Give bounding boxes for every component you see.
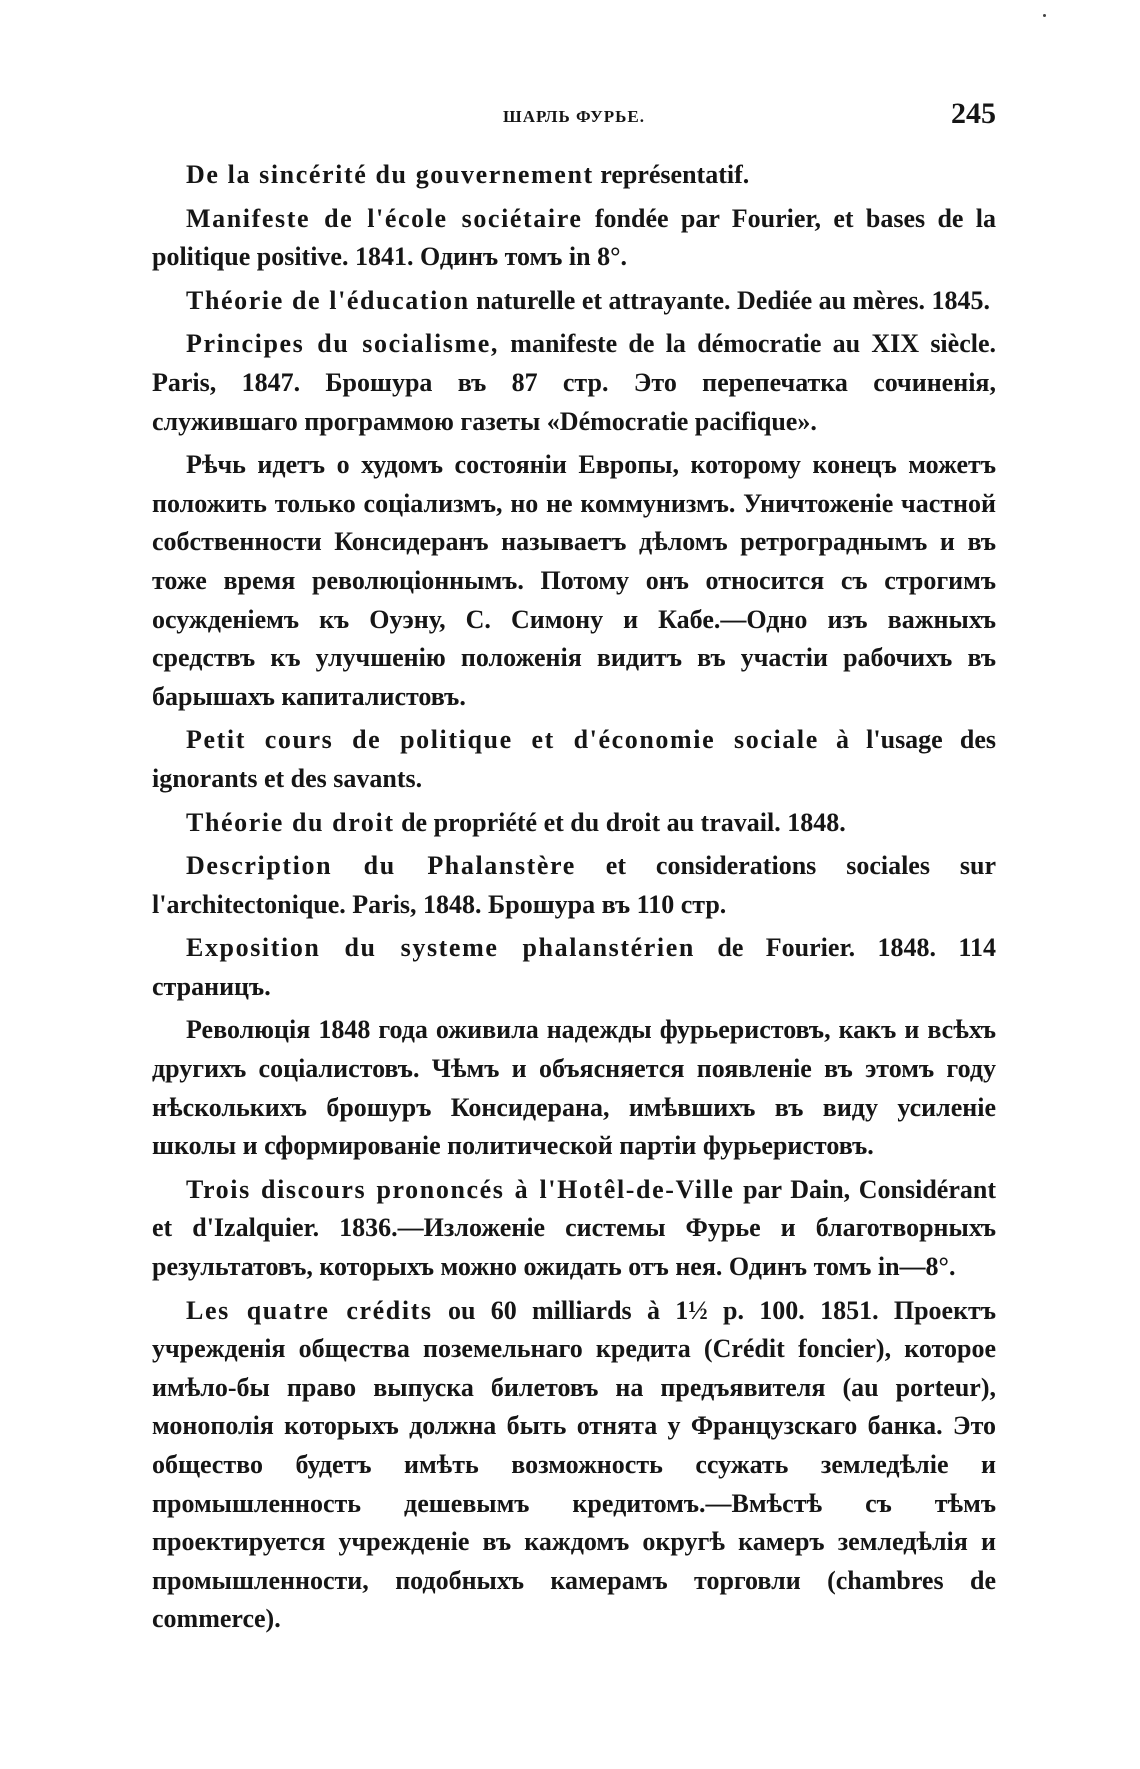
bibliography-entry: [152, 1171, 996, 1287]
entry-title: Théorie du droit: [186, 807, 395, 837]
commentary-paragraph: [152, 1011, 996, 1165]
entry-text: à l'usage des ignorants et des savants.: [152, 725, 996, 793]
entry-text: Рѣчь идетъ о худомъ состояніи Европы, которому конецъ можетъ положить только соціализмъ, но не коммунизмъ. Уничтоженіе частной собственности Консидеранъ называетъ дѣломъ ретрограднымъ и въ тоже время революціоннымъ. Потому онъ относится съ строгимъ осужденіемъ къ Оуэну, С. Симону и Кабе.—Одно изъ важныхъ средствъ къ улучшенію положенія видитъ въ участіи рабочихъ въ барышахъ капиталистовъ.: [152, 450, 996, 711]
bibliography-entry: [152, 847, 996, 924]
entry-title: Petit cours de politique et d'économie sociale: [186, 725, 819, 755]
bibliography-entry: [152, 721, 996, 798]
running-title: ШАРЛЬ ФУРЬЕ.: [503, 107, 645, 126]
entry-text: naturelle et attrayante. Dediée au mères. 1845.: [469, 285, 990, 315]
entry-title: De la sincérité du gouvernement: [186, 160, 594, 189]
entry-title: Description du Phalanstère: [186, 851, 576, 881]
bibliography-entry: [152, 804, 996, 843]
body-text: [152, 156, 996, 1644]
entry-title: Trois discours prononcés à l'Hotêl-de-Ville: [186, 1174, 735, 1204]
bibliography-entry: [152, 156, 996, 195]
bibliography-entry: [152, 282, 996, 321]
entry-text: de Fourier. 1848. 114 страницъ.: [152, 933, 996, 1001]
entry-title: Les quatre crédits: [186, 1295, 433, 1325]
entry-text: manifeste de la démocratie au XIX siècle. Paris, 1847. Брошура въ 87 стр. Это перепечатка сочиненія, служившаго программою газеты «Démocratie pacifique».: [152, 329, 997, 436]
entry-text: Революція 1848 года оживила надежды фурьеристовъ, какъ и всѣхъ другихъ соціалистовъ. Чѣмъ и объясняется появленіе въ этомъ году нѣсколькихъ брошуръ Консидерана, имѣвшихъ въ виду усиленіе школы и сформированіе политической партіи фурьеристовъ.: [152, 1015, 996, 1161]
running-header: [152, 95, 996, 141]
entry-text: et considerations sociales sur l'architectonique. Paris, 1848. Брошура въ 110 стр.: [152, 851, 997, 919]
bibliography-entry: [152, 325, 996, 441]
scan-speck: [1043, 14, 1046, 17]
entry-title: Théorie de l'éducation: [186, 285, 470, 315]
entry-text: ou 60 milliards à 1½ p. 100. 1851. Проектъ учрежденія общества поземельнаго кредита (Crédit foncier), которое имѣло-бы право выпуска билетовъ на предъявителя (au porteur), монополія которыхъ должна быть отнята у Французскаго банка. Это общество будетъ имѣть возможность ссужать земледѣліе и промышленность дешевымъ кредитомъ.—Вмѣстѣ съ тѣмъ проектируется учрежденіе въ каждомъ округѣ камеръ земледѣлія и промышленности, подобныхъ камерамъ торговли (chambres de commerce).: [152, 1295, 996, 1634]
entry-text: fondée par Fourier, et bases de la politique positive. 1841. Одинъ томъ in 8°.: [152, 203, 997, 272]
entry-title: Manifeste de l'école sociétaire: [186, 203, 583, 233]
bibliography-entry: [152, 200, 996, 277]
bibliography-entry: [152, 929, 996, 1006]
page-number: 245: [951, 97, 996, 130]
entry-title: Exposition du systeme phalanstérien: [186, 933, 695, 963]
bibliography-entry: [152, 1292, 996, 1639]
entry-text: de propriété et du droit au travail. 1848.: [394, 807, 846, 837]
entry-title: Principes du socialisme,: [186, 329, 500, 359]
entry-text: représentatif.: [593, 160, 750, 189]
commentary-paragraph: [152, 446, 996, 716]
entry-text: par Dain, Considérant et d'Izalquier. 1836.—Изложеніе системы Фурье и благотворныхъ результатовъ, которыхъ можно ожидать отъ нея. Одинъ томъ in—8°.: [152, 1174, 996, 1282]
